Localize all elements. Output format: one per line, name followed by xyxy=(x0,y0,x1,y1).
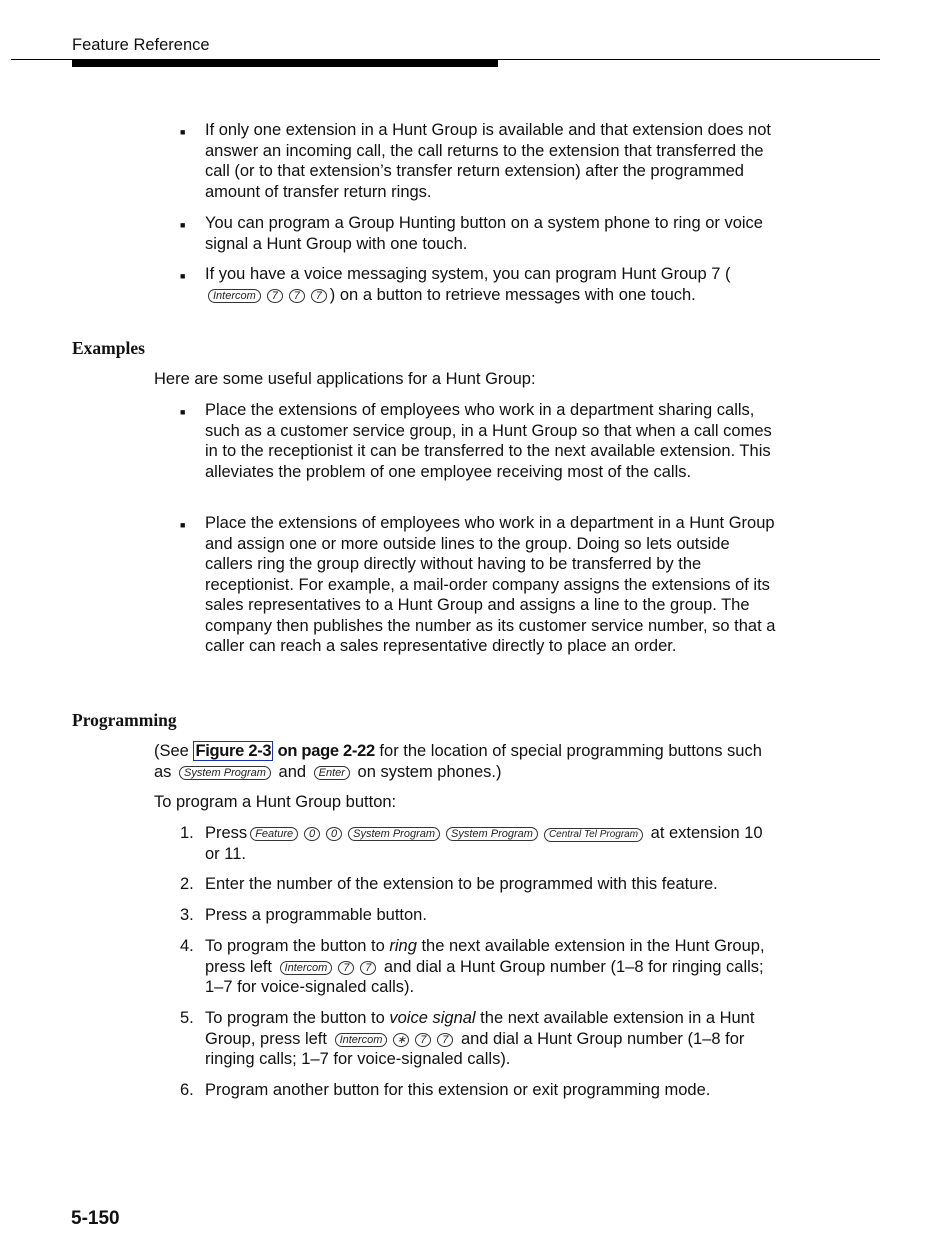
running-head: Feature Reference xyxy=(72,36,210,54)
dial-key: 7 xyxy=(311,289,327,303)
star-key: ∗ xyxy=(393,1033,409,1047)
bullet-marker: ■ xyxy=(180,520,186,530)
enter-key: Enter xyxy=(314,766,350,780)
dial-key: 7 xyxy=(360,961,376,975)
feature-key: Feature xyxy=(250,827,298,841)
page-number: 5-150 xyxy=(71,1208,120,1229)
dial-key: 7 xyxy=(338,961,354,975)
step-number: 2. xyxy=(180,875,194,893)
dial-key: 7 xyxy=(267,289,283,303)
header-rule-thick xyxy=(72,60,498,67)
dial-key: 7 xyxy=(437,1033,453,1047)
step-4: To program the button to ring the next available extension in the Hunt Group, press left Intercom 7 7 and dial a Hunt Group number (1–8 for ringing calls; 1–7 for voice-signaled calls). xyxy=(205,937,765,996)
bullet-marker: ■ xyxy=(180,127,186,137)
step-number: 4. xyxy=(180,937,194,955)
step-number: 3. xyxy=(180,906,194,924)
step-5: To program the button to voice signal the next available extension in a Hunt Group, press left Intercom ∗ 7 7 and dial a Hunt Group number (1–8 for ringing calls; 1–7 for voice-signaled calls). xyxy=(205,1009,755,1068)
programming-see-note: (See Figure 2-3 on page 2-22 for the location of special programming buttons such as System Program and Enter on system phones.) xyxy=(154,742,762,781)
bullet-marker: ■ xyxy=(180,271,186,281)
bullet-marker: ■ xyxy=(180,407,186,417)
intro-bullet-2: You can program a Group Hunting button on a system phone to ring or voice signal a Hunt Group with one touch. xyxy=(205,214,763,253)
step-1: Press Feature 0 0 System Program System Program Central Tel Program at extension 10 or 11. xyxy=(205,824,763,863)
central-tel-program-key: Central Tel Program xyxy=(544,828,643,842)
step-2: Enter the number of the extension to be programmed with this feature. xyxy=(205,875,718,893)
step-number: 6. xyxy=(180,1081,194,1099)
step-6: Program another button for this extension or exit programming mode. xyxy=(205,1081,711,1099)
intro-bullet-3: If you have a voice messaging system, you can program Hunt Group 7 (Intercom 7 7 7 ) on a button to retrieve messages with one touch. xyxy=(205,265,731,304)
system-program-key: System Program xyxy=(446,827,538,841)
step-3: Press a programmable button. xyxy=(205,906,427,924)
dial-key: 7 xyxy=(415,1033,431,1047)
examples-bullet-1: Place the extensions of employees who work in a department sharing calls, such as a customer service group, in a Hunt Group so that when a call comes in to the receptionist it can be transferred to the next available extension. This alleviates the problem of one employee receiving most of the calls. xyxy=(205,401,772,481)
step-number: 1. xyxy=(180,824,194,842)
intercom-key: Intercom xyxy=(335,1033,388,1047)
dial-key: 7 xyxy=(289,289,305,303)
examples-intro: Here are some useful applications for a Hunt Group: xyxy=(154,370,536,388)
system-program-key: System Program xyxy=(179,766,271,780)
intercom-key: Intercom xyxy=(208,289,261,303)
dial-key: 0 xyxy=(326,827,342,841)
intercom-key: Intercom xyxy=(280,961,333,975)
examples-bullet-2: Place the extensions of employees who work in a department in a Hunt Group and assign one or more outside lines to the group. Doing so lets outside callers ring the group directly without having to be transferred by the receptionist. For example, a mail-order company assigns the extensions of its sales representatives to a Hunt Group and assigns a line to the group. The company then publishes the number as its customer service number, so that a caller can reach a sales representative directly to place an order. xyxy=(205,514,776,655)
examples-heading: Examples xyxy=(72,338,145,358)
bullet-marker: ■ xyxy=(180,220,186,230)
programming-heading: Programming xyxy=(72,710,177,730)
intro-bullet-1: If only one extension in a Hunt Group is available and that extension does not answer an incoming call, the call returns to the extension that transferred the call (or to that extension’s transfer return extension) after the programmed amount of transfer return rings. xyxy=(205,121,771,201)
system-program-key: System Program xyxy=(348,827,440,841)
programming-intro: To program a Hunt Group button: xyxy=(154,793,397,811)
dial-key: 0 xyxy=(304,827,320,841)
figure-xref-link[interactable]: Figure 2-3 xyxy=(195,742,272,760)
step-number: 5. xyxy=(180,1009,194,1027)
page-xref: on page 2-22 xyxy=(273,742,375,760)
